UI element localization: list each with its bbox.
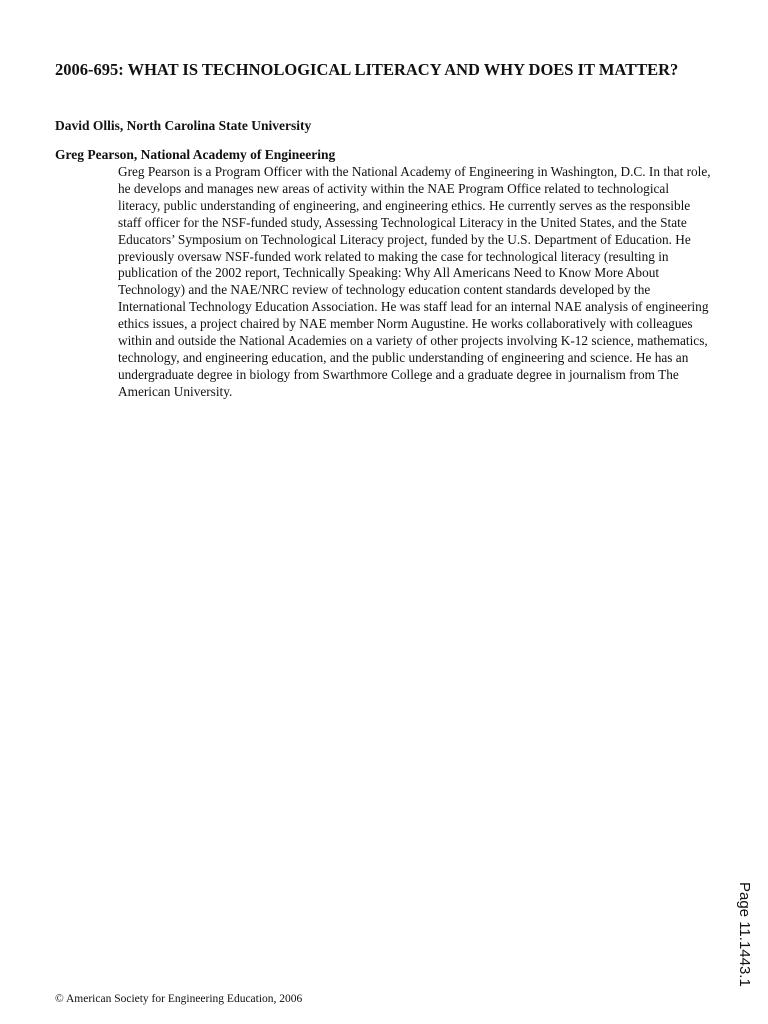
author-1: David Ollis, North Carolina State University bbox=[55, 118, 312, 133]
author-2: Greg Pearson, National Academy of Engineering bbox=[55, 147, 336, 162]
copyright-notice: © American Society for Engineering Education, 2006 bbox=[55, 993, 303, 1005]
paper-title: 2006-695: WHAT IS TECHNOLOGICAL LITERACY AND WHY DOES IT MATTER? bbox=[55, 60, 679, 79]
author-2-bio: Greg Pearson is a Program Officer with the National Academy of Engineering in Washington, D.C. In that role, he develops and manages new areas of activity within the NAE Program Office related to technological literacy, public understanding of engineering, and engineering ethics. He currently serves as the responsible staff officer for the NSF-funded study, Assessing Technological Literacy in the United States, and the State Educators’ Symposium on Technological Literacy project, funded by the U.S. Department of Education. He previously oversaw NSF-funded work related to making the case for technological literacy (resulting in publication of the 2002 report, Technically Speaking: Why All Americans Need to Know More About Technology) and the NAE/NRC review of technology education content standards developed by the International Technology Education Association. He was staff lead for an internal NAE analysis of engineering ethics issues, a project chaired by NAE member Norm Augustine. He works collaboratively with colleagues within and outside the National Academies on a variety of other projects involving K-12 science, mathematics, technology, and engineering education, and the public understanding of engineering and science. He has an undergraduate degree in biology from Swarthmore College and a graduate degree in journalism from The American University. bbox=[118, 164, 711, 399]
page-number: Page 11.1443.1 bbox=[736, 882, 753, 987]
